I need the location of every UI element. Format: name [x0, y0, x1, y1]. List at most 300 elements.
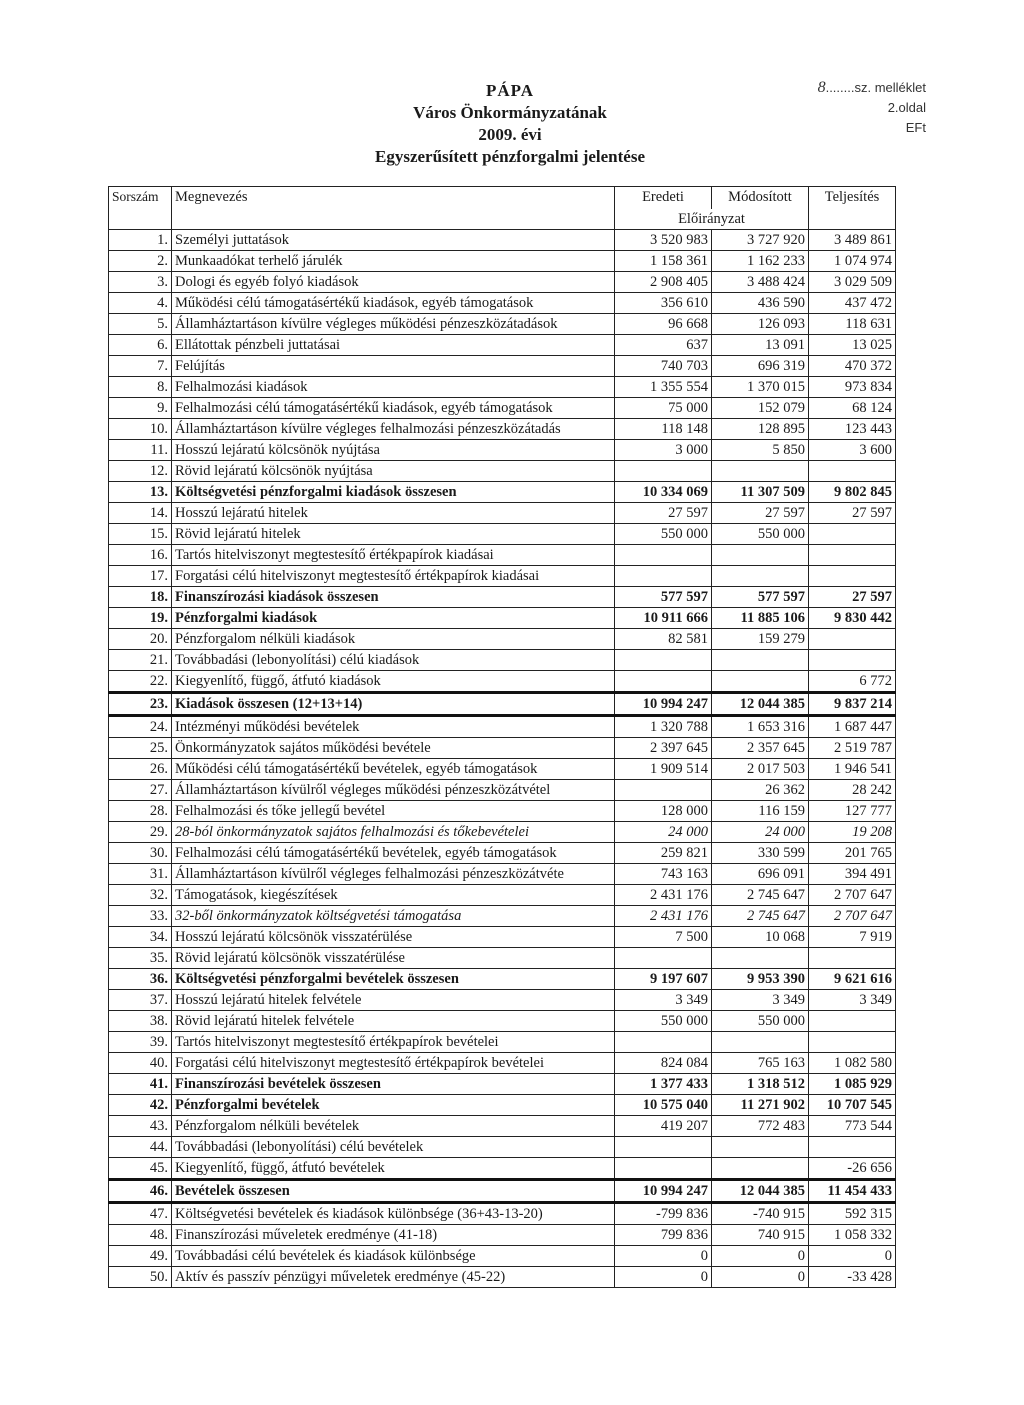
original-appropriation: 2 431 176 — [615, 885, 712, 906]
original-appropriation: 3 000 — [615, 440, 712, 461]
table-row — [109, 524, 896, 545]
original-appropriation: 24 000 — [615, 822, 712, 843]
original-appropriation: 10 994 247 — [615, 693, 712, 716]
row-number: 11. — [109, 440, 172, 461]
row-name: Államháztartáson kívülről végleges felhalmozási pénzeszközátvéte — [172, 864, 615, 885]
table-row — [109, 1074, 896, 1095]
table-row — [109, 948, 896, 969]
modified-appropriation: 11 307 509 — [712, 482, 809, 503]
table-row — [109, 927, 896, 948]
row-name: Költségvetési pénzforgalmi bevételek összesen — [172, 969, 615, 990]
table-row — [109, 419, 896, 440]
row-name: Államháztartáson kívülről végleges működési pénzeszközátvétel — [172, 780, 615, 801]
col-header-number: Sorszám — [109, 187, 172, 230]
modified-appropriation — [712, 1032, 809, 1053]
row-number: 46. — [109, 1180, 172, 1203]
table-row — [109, 650, 896, 671]
row-name: Felhalmozási célú támogatásértékű bevételek, egyéb támogatások — [172, 843, 615, 864]
row-name: Finanszírozási bevételek összesen — [172, 1074, 615, 1095]
actual-amount: 1 946 541 — [809, 759, 896, 780]
row-name: Ellátottak pénzbeli juttatásai — [172, 335, 615, 356]
modified-appropriation — [712, 461, 809, 482]
original-appropriation: 75 000 — [615, 398, 712, 419]
row-number: 37. — [109, 990, 172, 1011]
actual-amount: 3 600 — [809, 440, 896, 461]
original-appropriation: 356 610 — [615, 293, 712, 314]
original-appropriation: 550 000 — [615, 1011, 712, 1032]
modified-appropriation: 24 000 — [712, 822, 809, 843]
row-number: 36. — [109, 969, 172, 990]
table-row — [109, 440, 896, 461]
actual-amount — [809, 1137, 896, 1158]
original-appropriation: 96 668 — [615, 314, 712, 335]
row-number: 29. — [109, 822, 172, 843]
original-appropriation: 10 575 040 — [615, 1095, 712, 1116]
cash-flow-table — [108, 186, 896, 1288]
row-number: 40. — [109, 1053, 172, 1074]
row-number: 34. — [109, 927, 172, 948]
original-appropriation: 2 431 176 — [615, 906, 712, 927]
row-name: Intézményi működési bevételek — [172, 716, 615, 738]
modified-appropriation: 436 590 — [712, 293, 809, 314]
modified-appropriation: 577 597 — [712, 587, 809, 608]
row-number: 4. — [109, 293, 172, 314]
table-row — [109, 1158, 896, 1180]
actual-amount: 9 621 616 — [809, 969, 896, 990]
row-name: Forgatási célú hitelviszonyt megtestesítő értékpapírok kiadásai — [172, 566, 615, 587]
row-name: Pénzforgalmi kiadások — [172, 608, 615, 629]
original-appropriation: 824 084 — [615, 1053, 712, 1074]
row-number: 30. — [109, 843, 172, 864]
col-header-name: Megnevezés — [172, 187, 615, 230]
actual-amount: 3 029 509 — [809, 272, 896, 293]
actual-amount: 7 919 — [809, 927, 896, 948]
row-name: Hosszú lejáratú kölcsönök visszatérülése — [172, 927, 615, 948]
actual-amount — [809, 948, 896, 969]
row-number: 12. — [109, 461, 172, 482]
modified-appropriation: 2 017 503 — [712, 759, 809, 780]
modified-appropriation: -740 915 — [712, 1203, 809, 1225]
original-appropriation: 1 320 788 — [615, 716, 712, 738]
original-appropriation: 7 500 — [615, 927, 712, 948]
modified-appropriation: 0 — [712, 1246, 809, 1267]
modified-appropriation: 5 850 — [712, 440, 809, 461]
municipality-name: Város Önkormányzatának — [413, 103, 607, 122]
table-row — [109, 587, 896, 608]
report-header — [330, 80, 690, 168]
row-number: 44. — [109, 1137, 172, 1158]
row-number: 26. — [109, 759, 172, 780]
row-number: 49. — [109, 1246, 172, 1267]
original-appropriation: 0 — [615, 1267, 712, 1288]
row-number: 17. — [109, 566, 172, 587]
table-row — [109, 629, 896, 650]
table-row — [109, 738, 896, 759]
actual-amount: 470 372 — [809, 356, 896, 377]
actual-amount: 10 707 545 — [809, 1095, 896, 1116]
annex-number: 8 — [817, 79, 826, 96]
table-row — [109, 566, 896, 587]
row-name: Felújítás — [172, 356, 615, 377]
modified-appropriation: 12 044 385 — [712, 1180, 809, 1203]
table-row — [109, 1032, 896, 1053]
row-name: Továbbadási célú bevételek és kiadások különbsége — [172, 1246, 615, 1267]
row-number: 43. — [109, 1116, 172, 1137]
original-appropriation: 1 377 433 — [615, 1074, 712, 1095]
row-name: Költségvetési bevételek és kiadások különbsége (36+43-13-20) — [172, 1203, 615, 1225]
original-appropriation: 259 821 — [615, 843, 712, 864]
row-number: 27. — [109, 780, 172, 801]
original-appropriation: 9 197 607 — [615, 969, 712, 990]
row-number: 28. — [109, 801, 172, 822]
modified-appropriation: 10 068 — [712, 927, 809, 948]
modified-appropriation: 765 163 — [712, 1053, 809, 1074]
original-appropriation — [615, 566, 712, 587]
row-number: 15. — [109, 524, 172, 545]
report-title: Egyszerűsített pénzforgalmi jelentése — [374, 147, 646, 166]
row-number: 7. — [109, 356, 172, 377]
table-row — [109, 314, 896, 335]
original-appropriation — [615, 671, 712, 693]
row-name: Működési célú támogatásértékű kiadások, egyéb támogatások — [172, 293, 615, 314]
modified-appropriation: 1 370 015 — [712, 377, 809, 398]
modified-appropriation: 696 319 — [712, 356, 809, 377]
row-number: 24. — [109, 716, 172, 738]
original-appropriation: 10 911 666 — [615, 608, 712, 629]
col-header-original: Eredeti — [615, 187, 712, 209]
row-number: 5. — [109, 314, 172, 335]
modified-appropriation: 1 653 316 — [712, 716, 809, 738]
table-row — [109, 1267, 896, 1288]
actual-amount — [809, 461, 896, 482]
original-appropriation — [615, 650, 712, 671]
row-name: Finanszírozási kiadások összesen — [172, 587, 615, 608]
row-number: 9. — [109, 398, 172, 419]
row-name: Felhalmozási kiadások — [172, 377, 615, 398]
table-row — [109, 1011, 896, 1032]
col-header-appropriation: Előirányzat — [615, 209, 809, 230]
table-row — [109, 990, 896, 1011]
table-row — [109, 293, 896, 314]
original-appropriation — [615, 461, 712, 482]
actual-amount — [809, 1032, 896, 1053]
original-appropriation — [615, 1137, 712, 1158]
modified-appropriation: 128 895 — [712, 419, 809, 440]
actual-amount: 1 058 332 — [809, 1225, 896, 1246]
actual-amount: 1 082 580 — [809, 1053, 896, 1074]
table-row — [109, 822, 896, 843]
actual-amount: 19 208 — [809, 822, 896, 843]
table-row — [109, 1246, 896, 1267]
original-appropriation: 3 520 983 — [615, 230, 712, 251]
actual-amount: 394 491 — [809, 864, 896, 885]
row-number: 45. — [109, 1158, 172, 1180]
table-row — [109, 608, 896, 629]
table-row — [109, 671, 896, 693]
row-name: Rövid lejáratú kölcsönök visszatérülése — [172, 948, 615, 969]
modified-appropriation: 740 915 — [712, 1225, 809, 1246]
table-row — [109, 969, 896, 990]
row-name: Támogatások, kiegészítések — [172, 885, 615, 906]
actual-amount: 437 472 — [809, 293, 896, 314]
actual-amount: 773 544 — [809, 1116, 896, 1137]
row-name: Államháztartáson kívülre végleges felhalmozási pénzeszközátadás — [172, 419, 615, 440]
row-number: 8. — [109, 377, 172, 398]
table-row — [109, 545, 896, 566]
modified-appropriation: 159 279 — [712, 629, 809, 650]
actual-amount: 11 454 433 — [809, 1180, 896, 1203]
row-number: 6. — [109, 335, 172, 356]
city-name: PÁPA — [485, 81, 535, 100]
table-row — [109, 230, 896, 251]
table-row — [109, 251, 896, 272]
row-name: Tartós hitelviszonyt megtestesítő értékpapírok kiadásai — [172, 545, 615, 566]
row-number: 33. — [109, 906, 172, 927]
table-body — [109, 230, 896, 1288]
row-number: 20. — [109, 629, 172, 650]
modified-appropriation: 2 357 645 — [712, 738, 809, 759]
row-name: Kiadások összesen (12+13+14) — [172, 693, 615, 716]
modified-appropriation: 3 349 — [712, 990, 809, 1011]
table-row — [109, 1180, 896, 1203]
row-number: 39. — [109, 1032, 172, 1053]
actual-amount: 2 519 787 — [809, 738, 896, 759]
row-name: Pénzforgalom nélküli kiadások — [172, 629, 615, 650]
unit-label: EFt — [905, 120, 926, 135]
annex-label: ........sz. melléklet — [825, 80, 926, 95]
row-number: 23. — [109, 693, 172, 716]
actual-amount — [809, 524, 896, 545]
modified-appropriation: 27 597 — [712, 503, 809, 524]
original-appropriation — [615, 948, 712, 969]
col-header-actual: Teljesítés — [809, 187, 896, 230]
table-row — [109, 864, 896, 885]
actual-amount: 9 802 845 — [809, 482, 896, 503]
original-appropriation: 1 909 514 — [615, 759, 712, 780]
row-name: Felhalmozási és tőke jellegű bevétel — [172, 801, 615, 822]
actual-amount: 1 687 447 — [809, 716, 896, 738]
original-appropriation: -799 836 — [615, 1203, 712, 1225]
modified-appropriation — [712, 1158, 809, 1180]
row-name: Államháztartáson kívülre végleges működési pénzeszközátadások — [172, 314, 615, 335]
row-number: 32. — [109, 885, 172, 906]
row-name: Önkormányzatok sajátos működési bevétele — [172, 738, 615, 759]
row-name: Kiegyenlítő, függő, átfutó kiadások — [172, 671, 615, 693]
table-row — [109, 843, 896, 864]
modified-appropriation — [712, 566, 809, 587]
actual-amount — [809, 1011, 896, 1032]
row-name: Kiegyenlítő, függő, átfutó bevételek — [172, 1158, 615, 1180]
table-row — [109, 1137, 896, 1158]
modified-appropriation: 26 362 — [712, 780, 809, 801]
actual-amount: 123 443 — [809, 419, 896, 440]
actual-amount: 0 — [809, 1246, 896, 1267]
row-name: Rövid lejáratú hitelek felvétele — [172, 1011, 615, 1032]
modified-appropriation: 126 093 — [712, 314, 809, 335]
row-number: 13. — [109, 482, 172, 503]
table-row — [109, 759, 896, 780]
modified-appropriation: 11 885 106 — [712, 608, 809, 629]
actual-amount: 3 349 — [809, 990, 896, 1011]
original-appropriation: 2 397 645 — [615, 738, 712, 759]
row-name: Felhalmozási célú támogatásértékű kiadások, egyéb támogatások — [172, 398, 615, 419]
modified-appropriation — [712, 650, 809, 671]
actual-amount: 6 772 — [809, 671, 896, 693]
actual-amount: 973 834 — [809, 377, 896, 398]
annex-number-line — [806, 78, 926, 98]
table-row — [109, 1203, 896, 1225]
modified-appropriation: 550 000 — [712, 524, 809, 545]
modified-appropriation: 116 159 — [712, 801, 809, 822]
row-name: Dologi és egyéb folyó kiadások — [172, 272, 615, 293]
row-name: Finanszírozási műveletek eredménye (41-18) — [172, 1225, 615, 1246]
row-name: Aktív és passzív pénzügyi műveletek eredménye (45-22) — [172, 1267, 615, 1288]
row-number: 25. — [109, 738, 172, 759]
row-number: 3. — [109, 272, 172, 293]
original-appropriation — [615, 545, 712, 566]
actual-amount: 9 830 442 — [809, 608, 896, 629]
page-label: 2.oldal — [887, 100, 926, 115]
actual-amount: 2 707 647 — [809, 906, 896, 927]
row-name: 28-ból önkormányzatok sajátos felhalmozási és tőkebevételei — [172, 822, 615, 843]
row-number: 18. — [109, 587, 172, 608]
table-row — [109, 906, 896, 927]
row-number: 1. — [109, 230, 172, 251]
row-name: Működési célú támogatásértékű bevételek, egyéb támogatások — [172, 759, 615, 780]
original-appropriation: 740 703 — [615, 356, 712, 377]
original-appropriation: 743 163 — [615, 864, 712, 885]
actual-amount: 1 074 974 — [809, 251, 896, 272]
row-name: Munkaadókat terhelő járulék — [172, 251, 615, 272]
row-number: 42. — [109, 1095, 172, 1116]
row-name: Rövid lejáratú kölcsönök nyújtása — [172, 461, 615, 482]
annex-note — [806, 78, 926, 138]
modified-appropriation: 3 488 424 — [712, 272, 809, 293]
table-row — [109, 461, 896, 482]
row-name: Rövid lejáratú hitelek — [172, 524, 615, 545]
table-row — [109, 1225, 896, 1246]
modified-appropriation: 3 727 920 — [712, 230, 809, 251]
actual-amount — [809, 629, 896, 650]
actual-amount: 27 597 — [809, 587, 896, 608]
original-appropriation — [615, 780, 712, 801]
row-number: 35. — [109, 948, 172, 969]
row-number: 2. — [109, 251, 172, 272]
table-row — [109, 398, 896, 419]
table-row — [109, 716, 896, 738]
original-appropriation: 118 148 — [615, 419, 712, 440]
modified-appropriation: 152 079 — [712, 398, 809, 419]
row-number: 38. — [109, 1011, 172, 1032]
original-appropriation: 10 994 247 — [615, 1180, 712, 1203]
row-name: Forgatási célú hitelviszonyt megtestesítő értékpapírok bevételei — [172, 1053, 615, 1074]
original-appropriation — [615, 1158, 712, 1180]
original-appropriation — [615, 1032, 712, 1053]
modified-appropriation: 1 162 233 — [712, 251, 809, 272]
modified-appropriation: 9 953 390 — [712, 969, 809, 990]
modified-appropriation: 0 — [712, 1267, 809, 1288]
actual-amount: -33 428 — [809, 1267, 896, 1288]
modified-appropriation — [712, 545, 809, 566]
report-year: 2009. évi — [478, 125, 542, 144]
table-row — [109, 503, 896, 524]
row-name: Hosszú lejáratú kölcsönök nyújtása — [172, 440, 615, 461]
table-row — [109, 1095, 896, 1116]
row-number: 31. — [109, 864, 172, 885]
table-row — [109, 482, 896, 503]
modified-appropriation: 330 599 — [712, 843, 809, 864]
table-row — [109, 780, 896, 801]
row-number: 41. — [109, 1074, 172, 1095]
table-row — [109, 693, 896, 716]
modified-appropriation: 772 483 — [712, 1116, 809, 1137]
modified-appropriation: 2 745 647 — [712, 906, 809, 927]
original-appropriation: 1 355 554 — [615, 377, 712, 398]
row-name: Továbbadási (lebonyolítási) célú kiadások — [172, 650, 615, 671]
row-name: Hosszú lejáratú hitelek — [172, 503, 615, 524]
original-appropriation: 637 — [615, 335, 712, 356]
modified-appropriation: 2 745 647 — [712, 885, 809, 906]
actual-amount: 9 837 214 — [809, 693, 896, 716]
actual-amount: 118 631 — [809, 314, 896, 335]
table-row — [109, 1053, 896, 1074]
row-name: Pénzforgalmi bevételek — [172, 1095, 615, 1116]
actual-amount: 201 765 — [809, 843, 896, 864]
actual-amount: -26 656 — [809, 1158, 896, 1180]
actual-amount: 13 025 — [809, 335, 896, 356]
table-row — [109, 885, 896, 906]
original-appropriation: 799 836 — [615, 1225, 712, 1246]
row-number: 19. — [109, 608, 172, 629]
row-name: 32-ből önkormányzatok költségvetési támogatása — [172, 906, 615, 927]
modified-appropriation: 550 000 — [712, 1011, 809, 1032]
modified-appropriation: 12 044 385 — [712, 693, 809, 716]
row-name: Személyi juttatások — [172, 230, 615, 251]
table-row — [109, 272, 896, 293]
row-name: Költségvetési pénzforgalmi kiadások összesen — [172, 482, 615, 503]
actual-amount — [809, 650, 896, 671]
row-name: Hosszú lejáratú hitelek felvétele — [172, 990, 615, 1011]
actual-amount — [809, 545, 896, 566]
modified-appropriation: 11 271 902 — [712, 1095, 809, 1116]
original-appropriation: 0 — [615, 1246, 712, 1267]
col-header-modified: Módosított — [712, 187, 809, 209]
row-name: Továbbadási (lebonyolítási) célú bevételek — [172, 1137, 615, 1158]
row-number: 10. — [109, 419, 172, 440]
row-number: 14. — [109, 503, 172, 524]
row-name: Bevételek összesen — [172, 1180, 615, 1203]
original-appropriation: 1 158 361 — [615, 251, 712, 272]
actual-amount: 127 777 — [809, 801, 896, 822]
original-appropriation: 419 207 — [615, 1116, 712, 1137]
original-appropriation: 2 908 405 — [615, 272, 712, 293]
original-appropriation: 82 581 — [615, 629, 712, 650]
row-name: Tartós hitelviszonyt megtestesítő értékpapírok bevételei — [172, 1032, 615, 1053]
row-number: 16. — [109, 545, 172, 566]
original-appropriation: 550 000 — [615, 524, 712, 545]
actual-amount: 2 707 647 — [809, 885, 896, 906]
original-appropriation: 3 349 — [615, 990, 712, 1011]
table-row — [109, 377, 896, 398]
table-row — [109, 356, 896, 377]
original-appropriation: 27 597 — [615, 503, 712, 524]
actual-amount: 28 242 — [809, 780, 896, 801]
actual-amount: 27 597 — [809, 503, 896, 524]
table-row — [109, 1116, 896, 1137]
modified-appropriation — [712, 1137, 809, 1158]
row-name: Pénzforgalom nélküli bevételek — [172, 1116, 615, 1137]
actual-amount: 592 315 — [809, 1203, 896, 1225]
